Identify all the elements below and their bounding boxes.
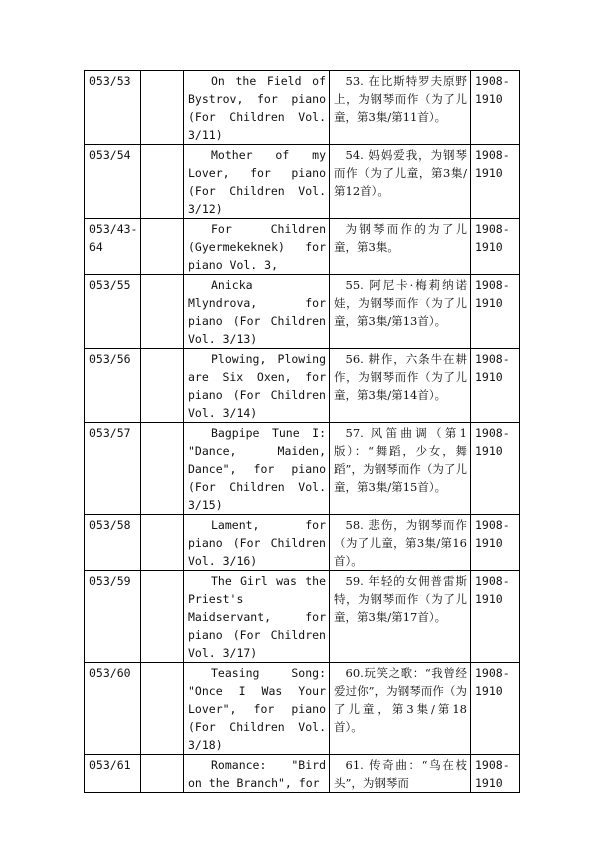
- empty-cell: [141, 515, 184, 571]
- chinese-title: 58. 悲伤，为钢琴而作（为了儿童，第3集/第16首）。: [330, 515, 471, 571]
- composition-date: 1908-1910: [471, 423, 520, 515]
- works-table: [84, 70, 520, 793]
- composition-date: 1908-1910: [471, 571, 520, 663]
- catalog-number: 053/59: [85, 571, 141, 663]
- composition-date: 1908-1910: [471, 219, 520, 275]
- english-title: Lament, for piano (For Children Vol. 3/16): [184, 515, 330, 571]
- english-title: Bagpipe Tune I: "Dance, Maiden, Dance", for piano (For Children Vol. 3/15): [184, 423, 330, 515]
- catalog-number: 053/60: [85, 663, 141, 755]
- composition-date: 1908-1910: [471, 349, 520, 423]
- composition-date: 1908-1910: [471, 275, 520, 349]
- composition-date: 1908-1910: [471, 755, 520, 793]
- table-row: [85, 755, 520, 793]
- english-title: Romance: "Bird on the Branch", for: [184, 755, 330, 793]
- composition-date: 1908-1910: [471, 663, 520, 755]
- table-row: [85, 71, 520, 145]
- works-table-body: [85, 71, 520, 793]
- empty-cell: [141, 145, 184, 219]
- catalog-number: 053/43-64: [85, 219, 141, 275]
- table-row: [85, 219, 520, 275]
- chinese-title: 59. 年轻的女佣普雷斯特，为钢琴而作（为了儿童，第3集/第17首）。: [330, 571, 471, 663]
- chinese-title: 55. 阿尼卡·梅莉纳诺娃，为钢琴而作（为了儿童，第3集/第13首）。: [330, 275, 471, 349]
- empty-cell: [141, 571, 184, 663]
- catalog-number: 053/61: [85, 755, 141, 793]
- table-row: [85, 423, 520, 515]
- empty-cell: [141, 423, 184, 515]
- chinese-title: 为钢琴而作的为了儿童，第3集。: [330, 219, 471, 275]
- english-title: Teasing Song: "Once I Was Your Lover", for piano (For Children Vol. 3/18): [184, 663, 330, 755]
- composition-date: 1908-1910: [471, 71, 520, 145]
- composition-date: 1908-1910: [471, 145, 520, 219]
- english-title: Mother of my Lover, for piano (For Children Vol. 3/12): [184, 145, 330, 219]
- chinese-title: 57. 风笛曲调（第1版）：“舞蹈，少女，舞蹈”，为钢琴而作（为了儿童，第3集/第15首）。: [330, 423, 471, 515]
- english-title: Plowing, Plowing are Six Oxen, for piano (For Children Vol. 3/14): [184, 349, 330, 423]
- table-row: [85, 275, 520, 349]
- empty-cell: [141, 71, 184, 145]
- chinese-title: 54. 妈妈爱我，为钢琴而作（为了儿童，第3集/第12首）。: [330, 145, 471, 219]
- catalog-number: 053/58: [85, 515, 141, 571]
- table-row: [85, 349, 520, 423]
- chinese-title: 56. 耕作，六条牛在耕作，为钢琴而作（为了儿童，第3集/第14首）。: [330, 349, 471, 423]
- english-title: For Children (Gyermekeknek) for piano Vol. 3,: [184, 219, 330, 275]
- table-row: [85, 571, 520, 663]
- catalog-number: 053/53: [85, 71, 141, 145]
- chinese-title: 61. 传奇曲：“鸟在枝头”，为钢琴而: [330, 755, 471, 793]
- empty-cell: [141, 755, 184, 793]
- english-title: On the Field of Bystrov, for piano (For Children Vol. 3/11): [184, 71, 330, 145]
- composition-date: 1908-1910: [471, 515, 520, 571]
- empty-cell: [141, 275, 184, 349]
- empty-cell: [141, 219, 184, 275]
- english-title: The Girl was the Priest's Maidservant, for piano (For Children Vol. 3/17): [184, 571, 330, 663]
- catalog-number: 053/57: [85, 423, 141, 515]
- table-row: [85, 663, 520, 755]
- table-row: [85, 145, 520, 219]
- empty-cell: [141, 349, 184, 423]
- english-title: Anicka Mlyndrova, for piano (For Children Vol. 3/13): [184, 275, 330, 349]
- chinese-title: 60.玩笑之歌：“我曾经爱过你”，为钢琴而作（为了儿童，第3集/第18首）。: [330, 663, 471, 755]
- chinese-title: 53. 在比斯特罗夫原野上，为钢琴而作（为了儿童，第3集/第11首）。: [330, 71, 471, 145]
- catalog-number: 053/54: [85, 145, 141, 219]
- empty-cell: [141, 663, 184, 755]
- table-row: [85, 515, 520, 571]
- catalog-number: 053/55: [85, 275, 141, 349]
- catalog-number: 053/56: [85, 349, 141, 423]
